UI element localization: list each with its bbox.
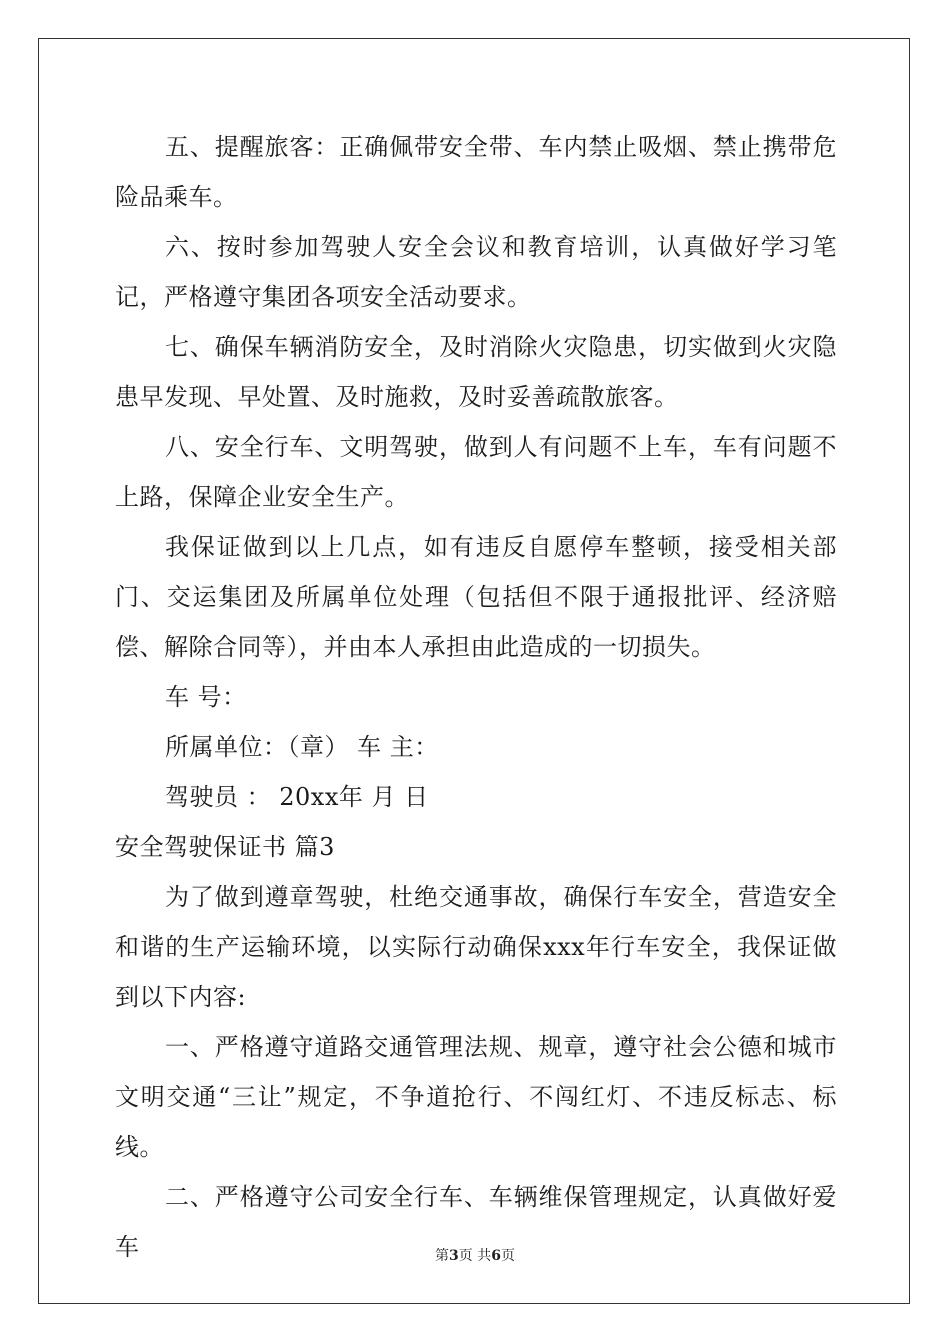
footer-page-number: 3 <box>449 1248 459 1264</box>
footer-prefix: 第 <box>435 1248 450 1264</box>
paragraph: 六、按时参加驾驶人安全会议和教育培训，认真做好学习笔记，严格遵守集团各项安全活动要求。 <box>115 233 837 311</box>
section-heading: 安全驾驶保证书 篇3 <box>115 833 335 861</box>
paragraph: 八、安全行车、文明驾驶，做到人有问题不上车，车有问题不上路，保障企业安全生产。 <box>115 433 837 511</box>
footer-suffix: 页 <box>500 1248 515 1264</box>
signature-line-driver-date: 驾驶员 ： 20xx年 月 日 <box>165 783 429 811</box>
document-body <box>115 122 837 1272</box>
signature-line-vehicle-number: 车 号： <box>165 683 247 711</box>
footer-middle: 页 共 <box>458 1248 492 1264</box>
paragraph: 五、提醒旅客：正确佩带安全带、车内禁止吸烟、禁止携带危险品乘车。 <box>115 133 837 211</box>
paragraph: 二、严格遵守公司安全行车、车辆维保管理规定，认真做好爱车 <box>115 1183 837 1261</box>
paragraph: 七、确保车辆消防安全，及时消除火灾隐患，切实做到火灾隐患早发现、早处置、及时施救，及时妥善疏散旅客。 <box>115 333 837 411</box>
footer-total-pages: 6 <box>491 1248 501 1264</box>
paragraph: 我保证做到以上几点，如有违反自愿停车整顿，接受相关部门、交运集团及所属单位处理（包括但不限于通报批评、经济赔偿、解除合同等），并由本人承担由此造成的一切损失。 <box>115 533 837 661</box>
paragraph: 一、严格遵守道路交通管理法规、规章，遵守社会公德和城市文明交通“三让”规定，不争道抢行、不闯红灯、不违反标志、标线。 <box>115 1033 837 1161</box>
page-footer <box>0 1245 950 1265</box>
signature-line-unit: 所属单位：（章） 车 主： <box>165 733 439 761</box>
paragraph: 为了做到遵章驾驶，杜绝交通事故，确保行车安全，营造安全和谐的生产运输环境，以实际行动确保xxx年行车安全，我保证做到以下内容: <box>115 883 837 1011</box>
